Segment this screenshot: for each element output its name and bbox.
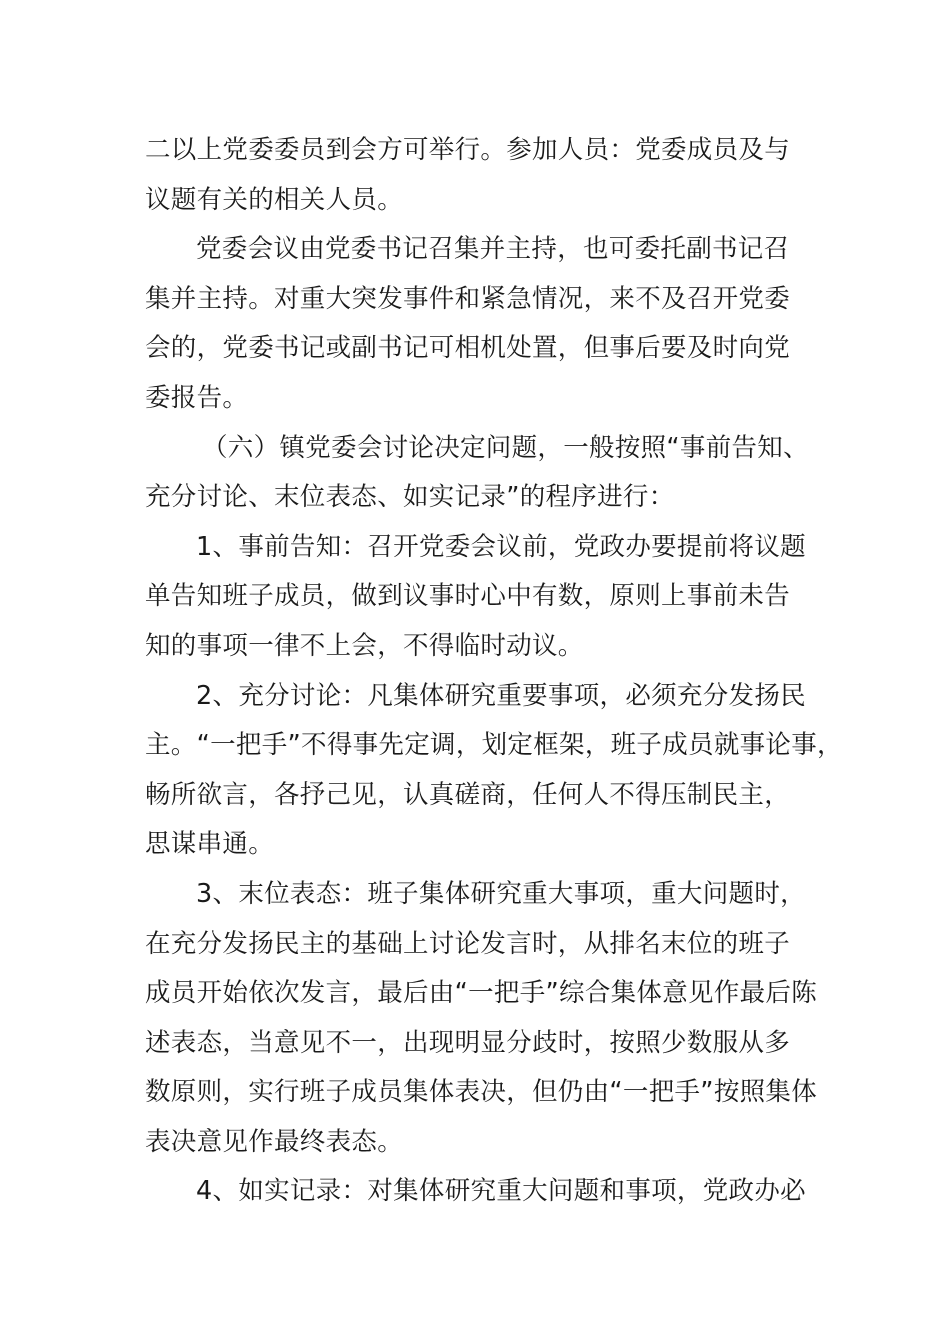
text-line: 成员开始依次发言，最后由“一把手”综合集体意见作最后陈 (145, 978, 818, 1009)
list-item-line: 1、事前告知：召开党委会议前，党政办要提前将议题 (196, 531, 806, 562)
text-line: 数原则，实行班子成员集体表决，但仍由“一把手”按照集体 (145, 1077, 818, 1108)
text-line: 述表态，当意见不一，出现明显分歧时，按照少数服从多 (145, 1027, 791, 1058)
text-line: 主。“一把手”不得事先定调，划定框架，班子成员就事论事， (145, 730, 843, 761)
text-line: 知的事项一律不上会，不得临时动议。 (145, 630, 584, 661)
text-line: 会的，党委书记或副书记可相机处置，但事后要及时向党 (145, 333, 791, 364)
text-line: 思谋串通。 (145, 829, 275, 860)
text-line: 单告知班子成员，做到议事时心中有数，原则上事前未告 (145, 581, 791, 612)
list-item-line: 4、如实记录：对集体研究重大问题和事项，党政办必 (196, 1176, 806, 1207)
text-line: 充分讨论、末位表态、如实记录”的程序进行： (145, 482, 675, 513)
section-heading-line: （六）镇党委会讨论决定问题，一般按照“事前告知、 (202, 432, 809, 463)
text-line: 议题有关的相关人员。 (145, 184, 404, 215)
document-body (145, 126, 845, 1217)
list-item-line: 3、末位表态：班子集体研究重大事项，重大问题时， (196, 878, 806, 909)
text-line: 党委会议由党委书记召集并主持，也可委托副书记召 (196, 234, 790, 265)
text-line: 二以上党委委员到会方可举行。参加人员：党委成员及与 (145, 135, 791, 165)
text-line: 在充分发扬民主的基础上讨论发言时，从排名末位的班子 (145, 928, 791, 959)
list-item-line: 2、充分讨论：凡集体研究重要事项，必须充分发扬民 (196, 680, 806, 711)
text-line: 委报告。 (145, 382, 249, 413)
text-line: 表决意见作最终表态。 (145, 1126, 404, 1157)
text-line: 畅所欲言，各抒己见，认真磋商，任何人不得压制民主， (145, 779, 791, 810)
text-line: 集并主持。对重大突发事件和紧急情况，来不及召开党委 (145, 283, 791, 314)
